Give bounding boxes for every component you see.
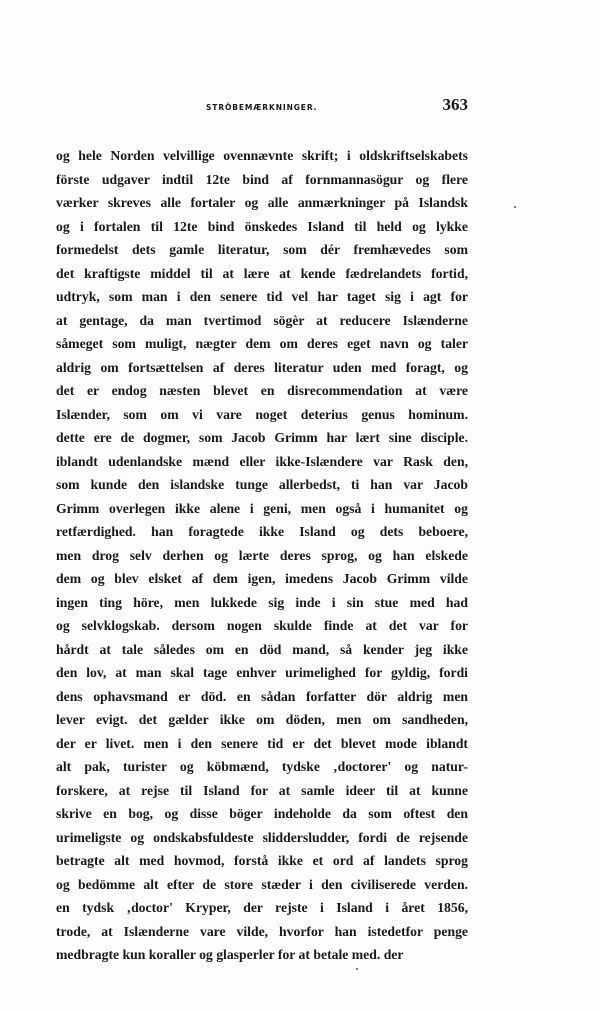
text-line: den lov, at man skal tage enhver urimelighed for gyldig, fordi (56, 665, 468, 680)
text-line: skrive en bog, og disse böger indeholde da som oftest den (56, 806, 468, 821)
text-line: dette ere de dogmer, som Jacob Grimm har lært sine disciple. (56, 430, 468, 445)
text-line: og selvklogskab. dersom nogen skulde finde at det var for (56, 618, 468, 633)
text-line: dens ophavsmand er död. en sådan forfatter dör aldrig men (56, 688, 468, 704)
text-line: at gentage, da man tvertimod sögèr at reducere Islænderne (56, 312, 468, 328)
text-line: iblandt udenlandske mænd eller ikke-Islændere var Rask den, (56, 453, 468, 469)
text-line: Grimm overlegen ikke alene i geni, men også i humanitet og (56, 500, 468, 516)
text-line: aldrig om fortsættelsen af deres literatur uden med foragt, og (56, 359, 468, 375)
body-text (56, 144, 468, 967)
text-line: betragte alt med hovmod, forstå ikke et ord af landets sprog (56, 853, 468, 868)
text-line: som kunde den islandske tunge allerbedst, ti han var Jacob (56, 477, 468, 492)
text-line: værker skreves alle fortaler og alle anmærkninger på Islandsk (56, 195, 468, 210)
text-line: en tydsk ‚doctor' Kryper, der rejste i Island i året 1856, (56, 900, 468, 915)
text-line: trode, at Islænderne vare vilde, hvorfor han istedetfor penge (56, 923, 468, 939)
text-line: og hele Norden velvillige ovennævnte skrift; i oldskriftselskabets (56, 148, 468, 163)
text-line: og i fortalen til 12te bind önskedes Island til held og lykke (56, 218, 468, 234)
text-line: Islænder, som om vi vare noget deterius genus hominum. (56, 406, 468, 422)
ink-speck (356, 968, 358, 970)
text-line: dem og blev elsket af dem igen, imedens Jacob Grimm vilde (56, 571, 468, 586)
text-line: der er livet. men i den senere tid er det blevet mode iblandt (56, 735, 468, 751)
text-line: det er endog næsten blevet en disrecommendation at være (56, 383, 468, 398)
text-line: medbragte kun koraller og glasperler for at betale med. der (56, 947, 404, 962)
text-line: forskere, at rejse til Island for at samle ideer til at kunne (56, 782, 468, 798)
text-line: hårdt at tale således om en död mand, så kender jeg ikke (56, 641, 468, 657)
text-line: lever evigt. det gælder ikke om döden, men om sandheden, (56, 712, 468, 727)
text-line: urimeligste og ondskabsfuldeste sliddersludder, fordi de rejsende (56, 829, 468, 845)
ink-speck (514, 206, 516, 208)
text-line: formedelst dets gamle literatur, som dér fremhævedes som (56, 242, 468, 257)
text-line: alt pak, turister og köbmænd, tydske ‚doctorer' og natur- (56, 759, 468, 774)
text-line: förste udgaver indtil 12te bind af fornmannasögur og flere (56, 171, 468, 187)
text-line: og bedömme alt efter de store stæder i den civiliserede verden. (56, 876, 468, 892)
text-line: udtryk, som man i den senere tid vel har taget sig i agt for (56, 289, 468, 304)
text-line: det kraftigste middel til at lære at kende fædrelandets fortid, (56, 265, 468, 281)
text-line: retfærdighed. han foragtede ikke Island og dets beboere, (56, 524, 468, 539)
text-line: såmeget som muligt, nægter dem om deres eget navn og taler (56, 336, 468, 351)
page-header (56, 95, 468, 119)
text-line: men drog selv derhen og lærte deres sprog, og han elskede (56, 547, 468, 563)
text-line: ingen ting höre, men lukkede sig inde i sin stue med had (56, 594, 468, 610)
running-title: STRÖBEMÆRKNINGER. (206, 103, 318, 112)
page-number: 363 (442, 95, 468, 114)
